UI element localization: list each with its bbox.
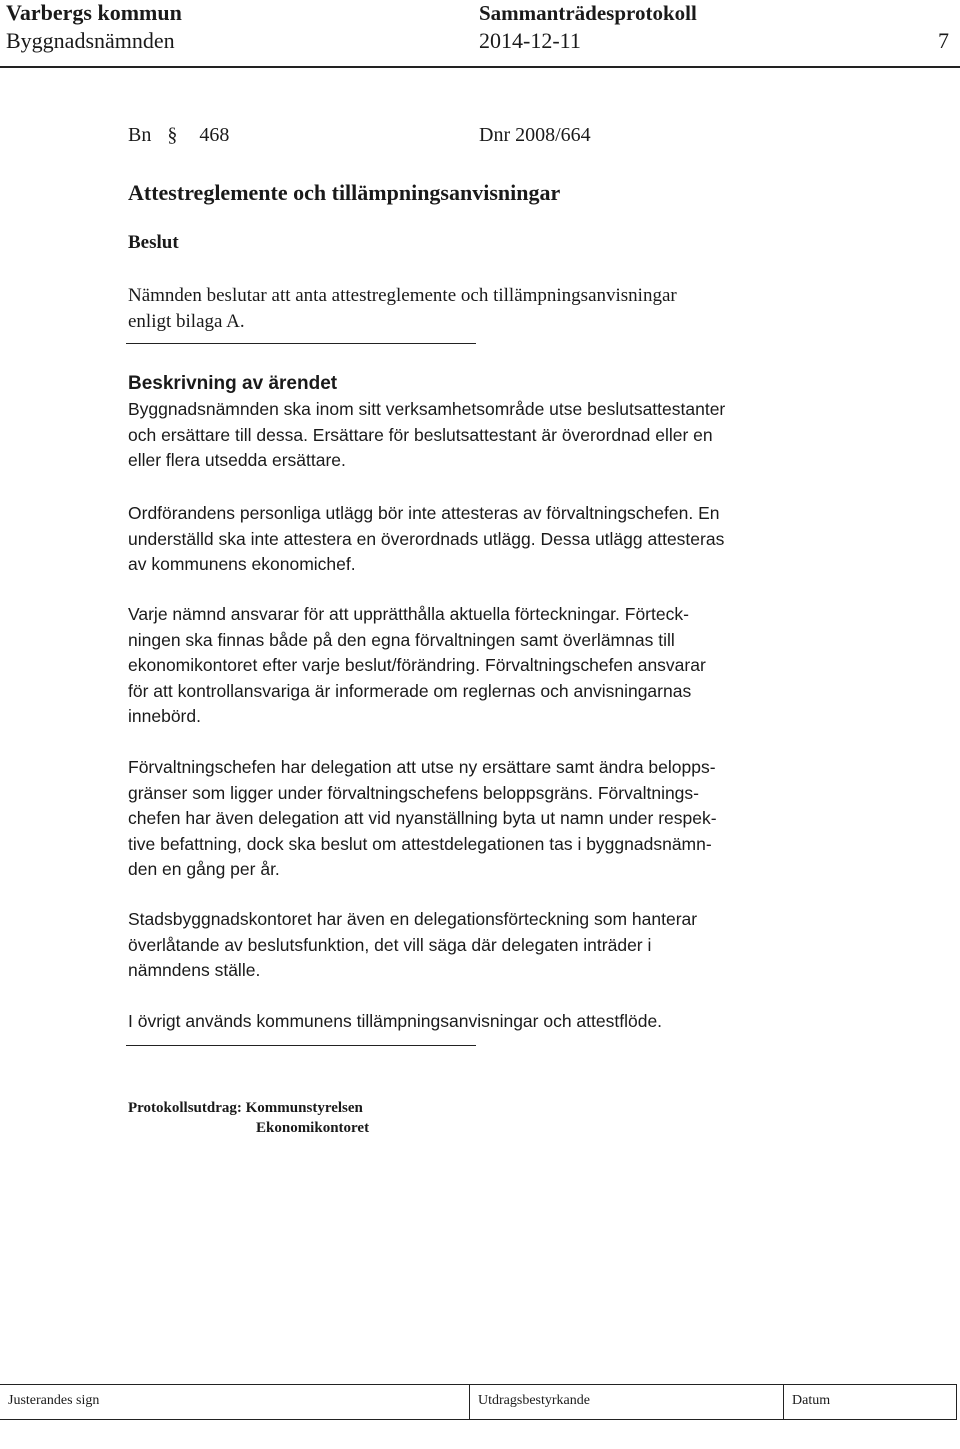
paragraph-line: den en gång per år. xyxy=(128,859,280,879)
description-paragraph xyxy=(128,907,818,984)
paragraph-line: ekonomikontoret efter varje beslut/förändring. Förvaltningschefen ansvarar xyxy=(128,655,706,675)
case-prefix: Bn xyxy=(128,124,152,146)
paragraph-line: eller flera utsedda ersättare. xyxy=(128,450,346,470)
paragraph-line: för att kontrollansvariga är informerade om reglernas och anvisningarnas xyxy=(128,680,692,701)
paragraph-line: I övrigt används kommunens tillämpningsanvisningar och attestflöde. xyxy=(128,1011,663,1031)
footer-label: Justerandes sign xyxy=(8,1393,100,1408)
paragraph-line: nämndens ställe. xyxy=(128,960,261,980)
distribution-recipient: Ekonomikontoret xyxy=(256,1120,370,1136)
separator-rule xyxy=(126,343,476,344)
dnr-number: Dnr 2008/664 xyxy=(479,124,591,146)
section-symbol: § xyxy=(167,124,178,146)
description-heading: Beskrivning av ärendet xyxy=(128,373,338,394)
paragraph-line: Förvaltningschefen har delegation att utse ny ersättare samt ändra belopps- xyxy=(128,757,716,777)
page-number: 7 xyxy=(938,28,949,53)
paragraph-line: underställd ska inte attestera en överordnads utlägg. Dessa utlägg attesteras xyxy=(128,528,725,549)
paragraph-line: gränser som ligger under förvaltningschefens beloppsgräns. Förvaltnings- xyxy=(128,782,699,803)
paragraph-line: ningen ska finnas både på den egna förvaltningen samt överlämnas till xyxy=(128,629,675,650)
org-name: Varbergs kommun xyxy=(6,0,182,25)
meeting-date: 2014-12-11 xyxy=(479,28,581,53)
paragraph-line: av kommunens ekonomichef. xyxy=(128,554,356,574)
decision-text xyxy=(128,283,818,334)
signature-footer xyxy=(0,1384,957,1420)
paragraph-line: överlåtande av beslutsfunktion, det vill säga där delegaten inträder i xyxy=(128,934,652,955)
footer-label: Datum xyxy=(792,1393,831,1408)
committee-name: Byggnadsnämnden xyxy=(6,28,175,53)
description-paragraph xyxy=(128,602,818,730)
decision-line: enligt bilaga A. xyxy=(128,310,245,332)
description-paragraph xyxy=(128,501,818,578)
header-rule xyxy=(0,66,960,68)
distribution-label: Protokollsutdrag: Kommunstyrelsen xyxy=(128,1100,363,1116)
paragraph-line: Byggnadsnämnden ska inom sitt verksamhetsområde utse beslutsattestanter xyxy=(128,399,726,419)
document-title: Attestreglemente och tillämpningsanvisningar xyxy=(128,180,561,205)
paragraph-line: tive befattning, dock ska beslut om attestdelegationen tas i byggnadsnämn- xyxy=(128,833,712,854)
separator-rule xyxy=(126,1045,476,1046)
paragraph-line: Stadsbyggnadskontoret har även en delegationsförteckning som hanterar xyxy=(128,909,698,929)
paragraph-line: och ersättare till dessa. Ersättare för beslutsattestant är överordnad eller en xyxy=(128,424,713,445)
paragraph-line: Ordförandens personliga utlägg bör inte attesteras av förvaltningschefen. En xyxy=(128,503,720,523)
paragraph-line: Varje nämnd ansvarar för att upprätthålla aktuella förteckningar. Förteck- xyxy=(128,604,689,624)
doc-type: Sammanträdesprotokoll xyxy=(479,1,697,25)
decision-line: Nämnden beslutar att anta attestreglemente och tillämpningsanvisningar xyxy=(128,285,677,306)
footer-cell-justerandes xyxy=(0,1385,470,1419)
paragraph-line: chefen har även delegation att vid nyanställning byta ut namn under respek- xyxy=(128,808,717,828)
footer-cell-utdrag xyxy=(470,1385,784,1419)
description-paragraph xyxy=(128,397,818,474)
case-number: 468 xyxy=(199,124,230,146)
decision-heading: Beslut xyxy=(128,232,179,253)
case-reference xyxy=(128,124,229,147)
footer-cell-datum xyxy=(784,1385,957,1419)
description-paragraph xyxy=(128,755,818,883)
footer-label: Utdragsbestyrkande xyxy=(478,1393,590,1408)
description-paragraph xyxy=(128,1009,818,1035)
paragraph-line: innebörd. xyxy=(128,706,201,726)
